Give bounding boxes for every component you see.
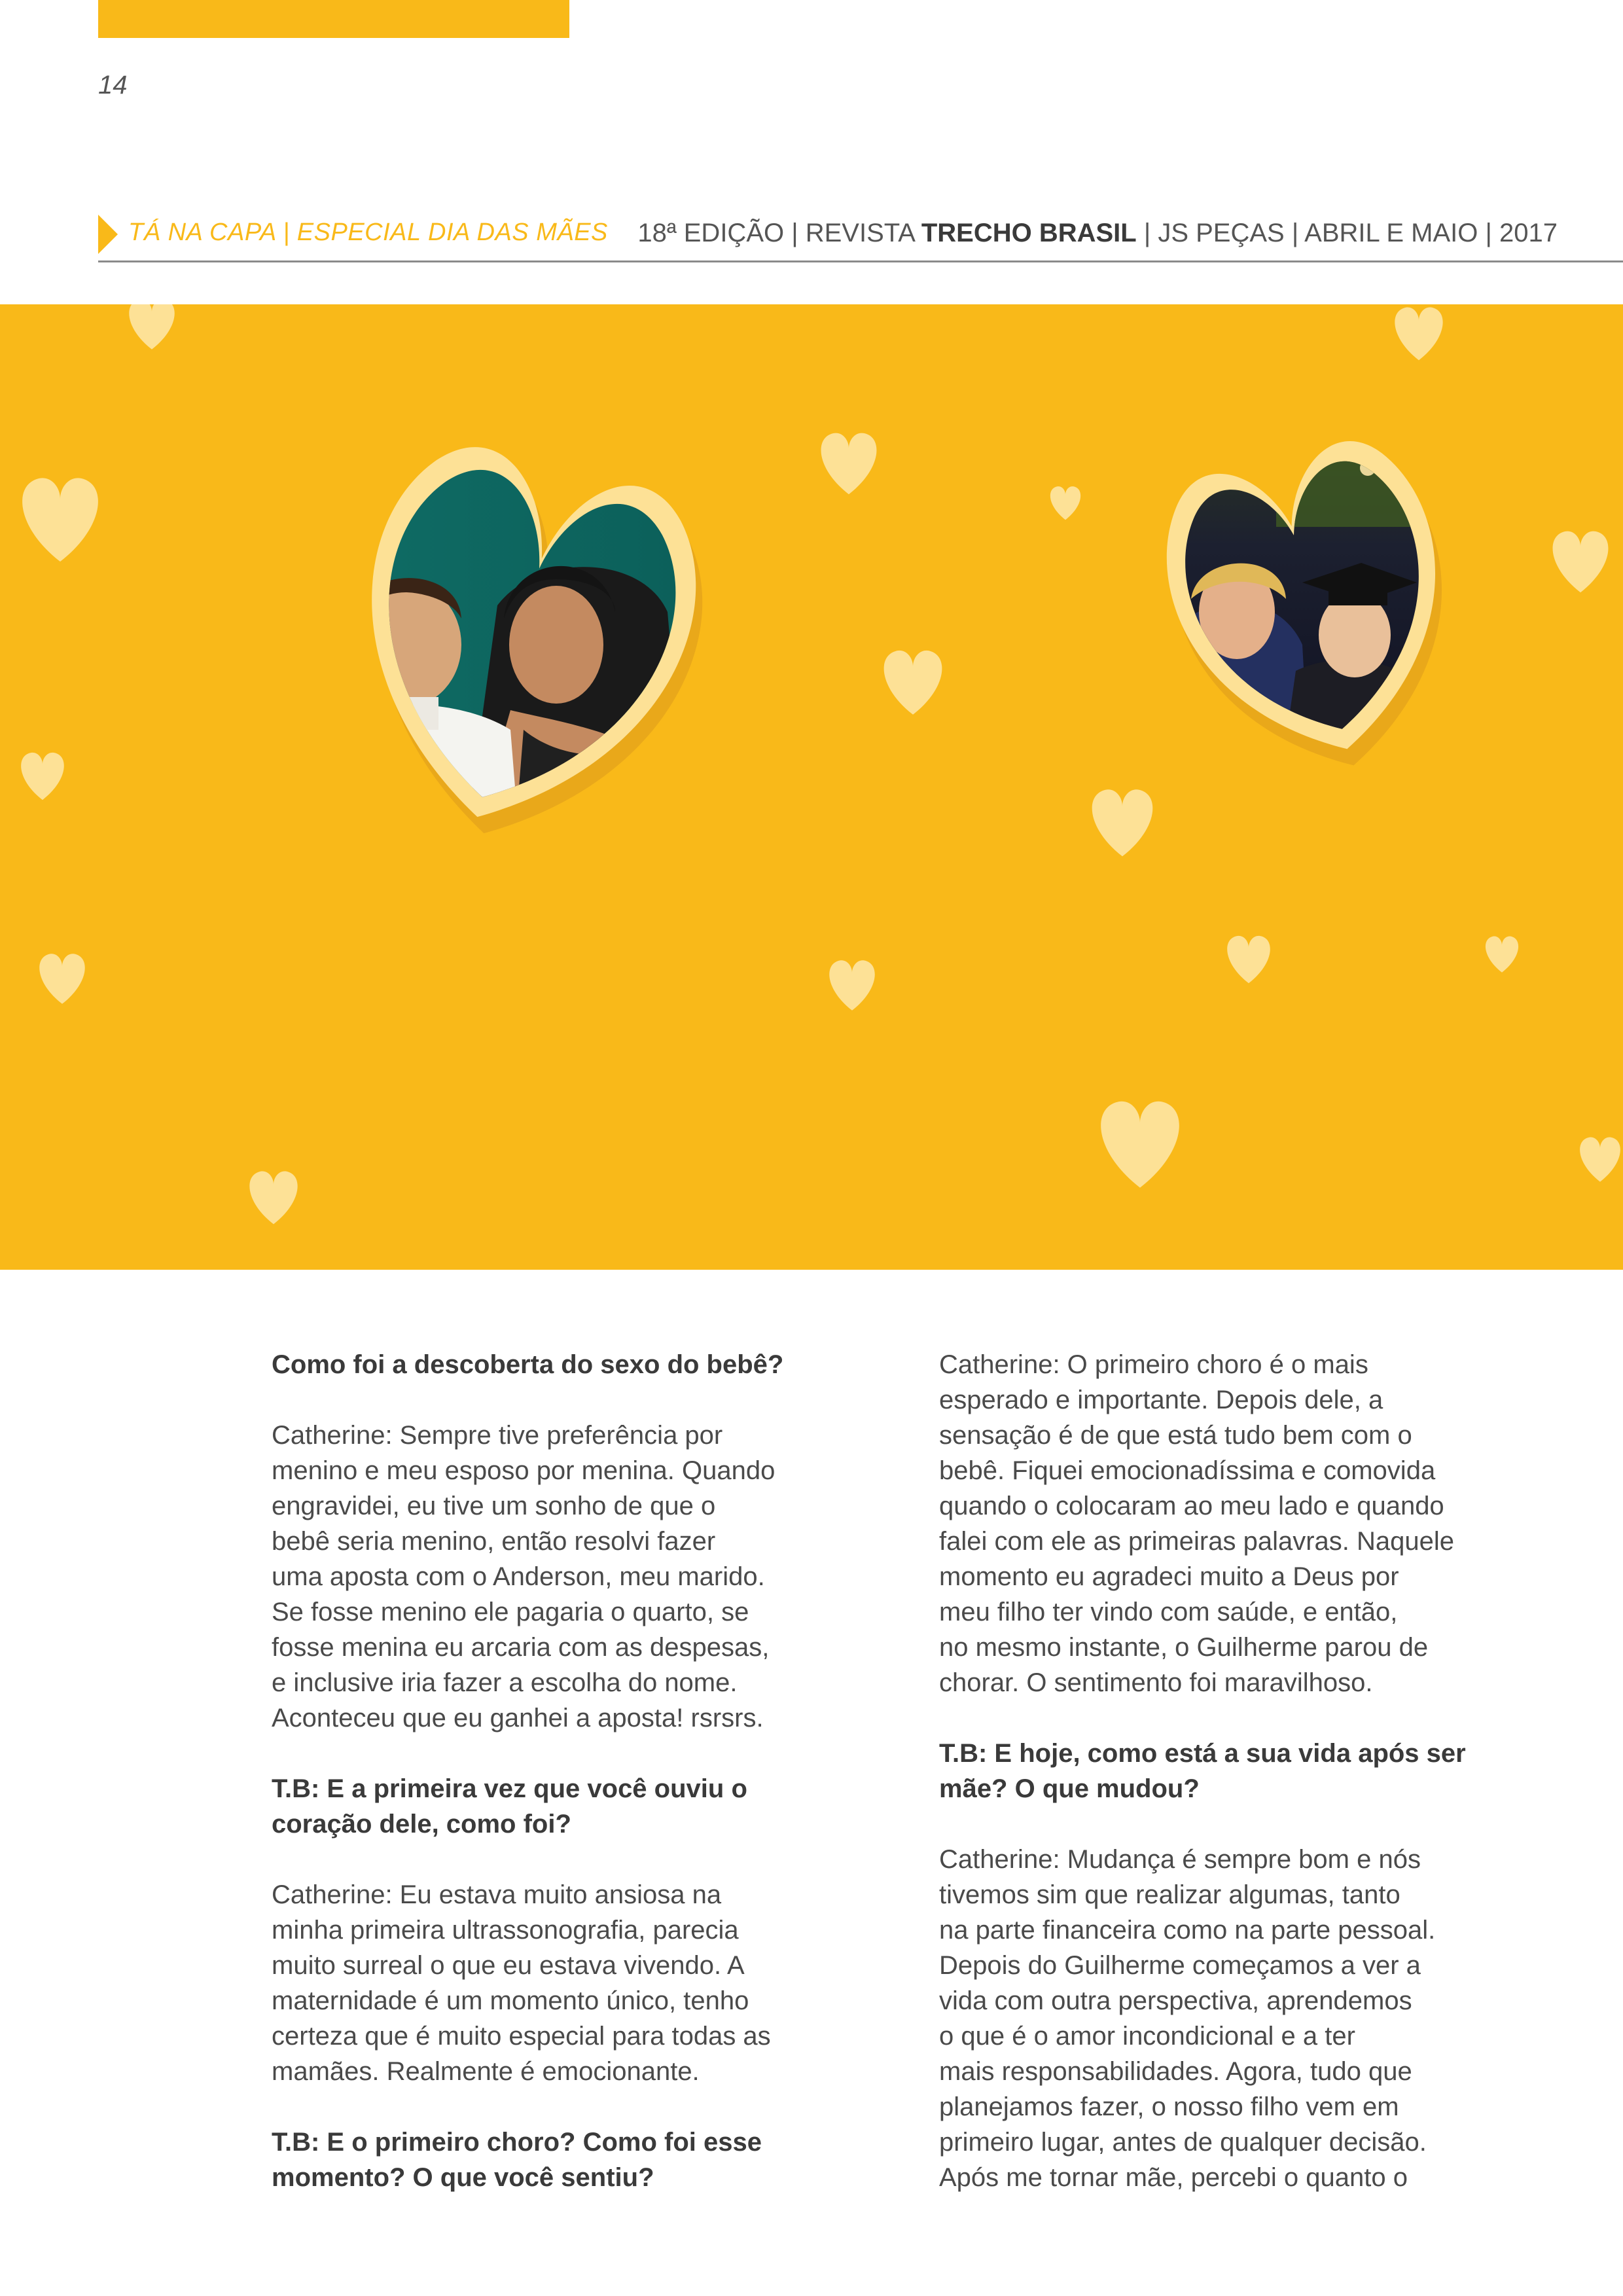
page-number: 14: [98, 71, 128, 99]
background-hearts: [21, 304, 1620, 1224]
question: [939, 1736, 1515, 1806]
answer: [939, 1347, 1515, 1700]
answer-line: uma aposta com o Anderson, meu marido.: [272, 1562, 765, 1591]
hero-illustration: [0, 304, 1623, 1270]
answer-line: o que é o amor incondicional e a ter: [939, 2022, 1355, 2051]
answer-line: chorar. O sentimento foi maravilhoso.: [939, 1668, 1373, 1697]
article-column-right: [939, 1347, 1515, 2231]
answer-line: maternidade é um momento único, tenho: [272, 1986, 749, 2015]
answer-line: minha primeira ultrassonografia, parecia: [272, 1916, 739, 1945]
question-line: T.B: E o primeiro choro? Como foi esse: [272, 2128, 762, 2157]
heart-frame-photo-mother-son: [196, 422, 851, 893]
answer-line: quando o colocaram ao meu lado e quando: [939, 1492, 1444, 1520]
answer-line: mamães. Realmente é emocionante.: [272, 2057, 700, 2086]
answer-line: momento eu agradeci muito a Deus por: [939, 1562, 1399, 1591]
answer-line: Aconteceu que eu ganhei a aposta! rsrsrs.: [272, 1704, 764, 1732]
edition-suffix: | JS PEÇAS | ABRIL E MAIO | 2017: [1136, 219, 1558, 247]
answer-line: primeiro lugar, antes de qualquer decisão.: [939, 2128, 1427, 2157]
arrow-right-icon: [98, 215, 118, 254]
answer: [939, 1842, 1515, 2195]
page-header: [98, 211, 1623, 262]
question: [272, 1347, 847, 1382]
answer-line: muito surreal o que eu estava vivendo. A: [272, 1951, 745, 1980]
heart-frame-photo-mother-son-graduation: [1113, 403, 1538, 798]
answer-line: engravidei, eu tive um sonho de que o: [272, 1492, 716, 1520]
answer-line: Catherine: Mudança é sempre bom e nós: [939, 1845, 1421, 1874]
hero-banner: [0, 304, 1623, 1270]
question-line: T.B: E hoje, como está a sua vida após ser: [939, 1739, 1466, 1768]
edition-info: [637, 219, 1558, 248]
answer-line: Após me tornar mãe, percebi o quanto o: [939, 2163, 1408, 2192]
answer-line: Catherine: O primeiro choro é o mais: [939, 1350, 1368, 1379]
answer-line: Se fosse menino ele pagaria o quarto, se: [272, 1598, 749, 1626]
answer: [272, 1877, 847, 2089]
section-title: TÁ NA CAPA | ESPECIAL DIA DAS MÃES: [128, 219, 608, 246]
answer-line: fosse menina eu arcaria com as despesas,: [272, 1633, 770, 1662]
answer-line: na parte financeira como na parte pessoal.: [939, 1916, 1436, 1945]
answer-line: tivemos sim que realizar algumas, tanto: [939, 1880, 1400, 1909]
answer-line: Depois do Guilherme começamos a ver a: [939, 1951, 1421, 1980]
answer-line: Catherine: Sempre tive preferência por: [272, 1421, 723, 1450]
answer-line: no mesmo instante, o Guilherme parou de: [939, 1633, 1429, 1662]
answer-line: e inclusive iria fazer a escolha do nome.: [272, 1668, 738, 1697]
answer-line: bebê seria menino, então resolvi fazer: [272, 1527, 716, 1556]
answer-line: esperado e importante. Depois dele, a: [939, 1386, 1383, 1414]
article-column-left: [272, 1347, 847, 2231]
answer: [272, 1418, 847, 1736]
answer-line: bebê. Fiquei emocionadíssima e comovida: [939, 1456, 1436, 1485]
answer-line: meu filho ter vindo com saúde, e então,: [939, 1598, 1398, 1626]
answer-line: sensação é de que está tudo bem com o: [939, 1421, 1412, 1450]
question-line: coração dele, como foi?: [272, 1810, 571, 1839]
edition-prefix: 18ª EDIÇÃO | REVISTA: [637, 219, 921, 247]
answer-line: menino e meu esposo por menina. Quando: [272, 1456, 776, 1485]
question-line: Como foi a descoberta do sexo do bebê?: [272, 1350, 784, 1379]
answer-line: Catherine: Eu estava muito ansiosa na: [272, 1880, 722, 1909]
question-line: T.B: E a primeira vez que você ouviu o: [272, 1774, 747, 1803]
question-line: momento? O que você sentiu?: [272, 2163, 654, 2192]
question-line: mãe? O que mudou?: [939, 1774, 1200, 1803]
answer-line: certeza que é muito especial para todas as: [272, 2022, 771, 2051]
top-accent-bar: [98, 0, 569, 38]
answer-line: planejamos fazer, o nosso filho vem em: [939, 2092, 1399, 2121]
answer-line: vida com outra perspectiva, aprendemos: [939, 1986, 1412, 2015]
answer-line: falei com ele as primeiras palavras. Naquele: [939, 1527, 1455, 1556]
answer-line: mais responsabilidades. Agora, tudo que: [939, 2057, 1412, 2086]
question: [272, 2125, 847, 2195]
magazine-brand: TRECHO BRASIL: [921, 219, 1137, 247]
question: [272, 1771, 847, 1842]
